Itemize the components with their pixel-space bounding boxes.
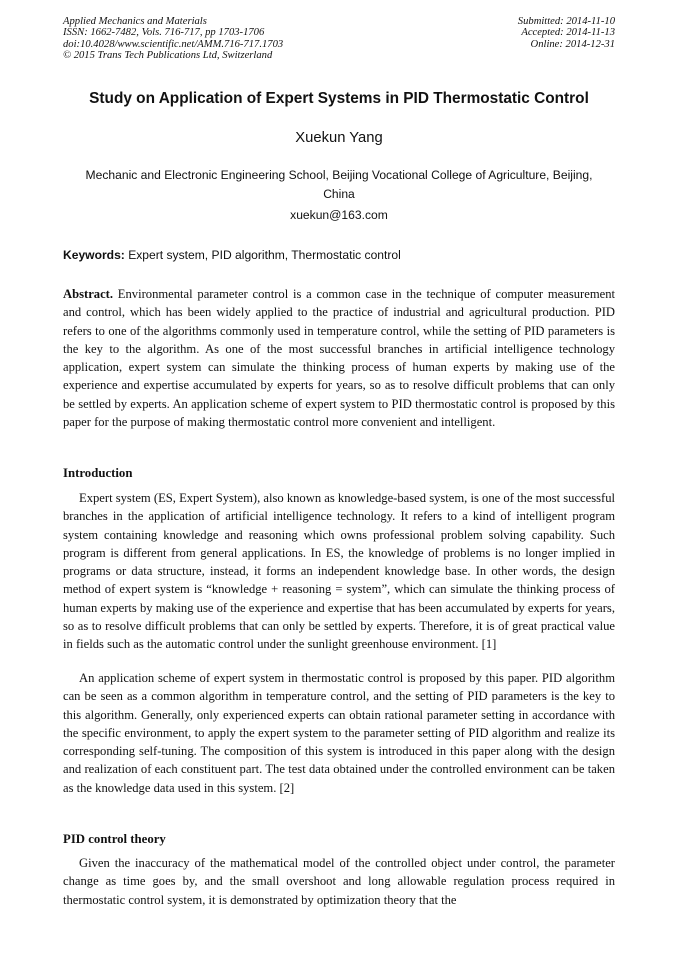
author-name: Xuekun Yang [295, 130, 383, 146]
dates-header [400, 16, 615, 50]
section-heading-introduction: Introduction [63, 466, 133, 480]
affiliation: Mechanic and Electronic Engineering School, Beijing Vocational College of Agriculture, Beijing, China [85, 168, 593, 201]
accepted-date: Accepted: 2014-11-13 [521, 27, 615, 39]
pid-paragraph-1: Given the inaccuracy of the mathematical model of the controlled object under control, the parameter change as time goes by, and the small overshoot and long allowable regulation process required in thermostatic control system, it is demonstrated by optimization theory that the [63, 856, 615, 907]
issn-line: ISSN: 1662-7482, Vols. 716-717, pp 1703-1706 [63, 27, 265, 39]
online-date: Online: 2014-12-31 [530, 38, 615, 50]
journal-name: Applied Mechanics and Materials [63, 16, 207, 27]
keywords-text: Expert system, PID algorithm, Thermostatic control [124, 248, 401, 262]
journal-header [63, 16, 283, 62]
keywords-label: Keywords: [63, 248, 125, 262]
abstract [63, 285, 615, 431]
keywords [63, 248, 615, 262]
introduction-paragraph-1: Expert system (ES, Expert System), also known as knowledge-based system, is one of the most successful branches in the application of artificial intelligence technology. It refers to a kind of intelligent program system containing knowledge and reasoning which owns professional problem solving capability. Such program is different from general applications. In ES, the knowledge of problems is no longer implied in programs or data structure, instead, it forms an independent knowledge base. In other words, the design method of expert system is “knowledge + reasoning = system”, which can simulate the thinking process of human experts by making use of the experience and expertise that has been accumulated by experts for years, so as to resolve difficult problems that can only be settled by experts. Therefore, it is of great practical value in fields such as the automatic control under the sunlight greenhouse environment. [1] [63, 491, 615, 652]
abstract-label: Abstract. [63, 287, 114, 301]
submitted-date: Submitted: 2014-11-10 [517, 16, 615, 27]
section-heading-pid: PID control theory [63, 832, 166, 846]
doi-line: doi:10.4028/www.scientific.net/AMM.716-717.1703 [63, 38, 284, 50]
copyright-line: © 2015 Trans Tech Publications Ltd, Switzerland [63, 50, 273, 62]
author-email: xuekun@163.com [290, 208, 388, 222]
introduction-paragraph-2: An application scheme of expert system in thermostatic control is proposed by this paper. PID algorithm can be seen as a common algorithm in temperature control, and the setting of PID parameters is the key to this algorithm. Generally, only experienced experts can obtain rational parameter setting in accordance with the specific environment, to apply the expert system to the parameter setting of PID algorithm and realize its corresponding self-tuning. The composition of this system is introduced in this paper along with the design and realization of each constituent part. The test data obtained under the controlled environment can be taken as the knowledge data used in this system. [2] [63, 671, 615, 795]
paper-title: Study on Application of Expert Systems in PID Thermostatic Control [89, 90, 589, 107]
abstract-text: Environmental parameter control is a common case in the technique of computer measurement and control, which has been widely applied to the practice of industrial and agricultural production. PID refers to one of the algorithms commonly used in temperature control, while the setting of PID parameters is the key to the algorithm. As one of the most successful branches in artificial intelligence technology application, expert system can simulate the thinking process of human experts by making use of the experience and expertise accumulated by experts for years, so as to resolve difficult problems that can only be settled by experts. An application scheme of expert system to PID thermostatic control is proposed by this paper for the purpose of making thermostatic control more convenient and intelligent. [63, 287, 615, 430]
